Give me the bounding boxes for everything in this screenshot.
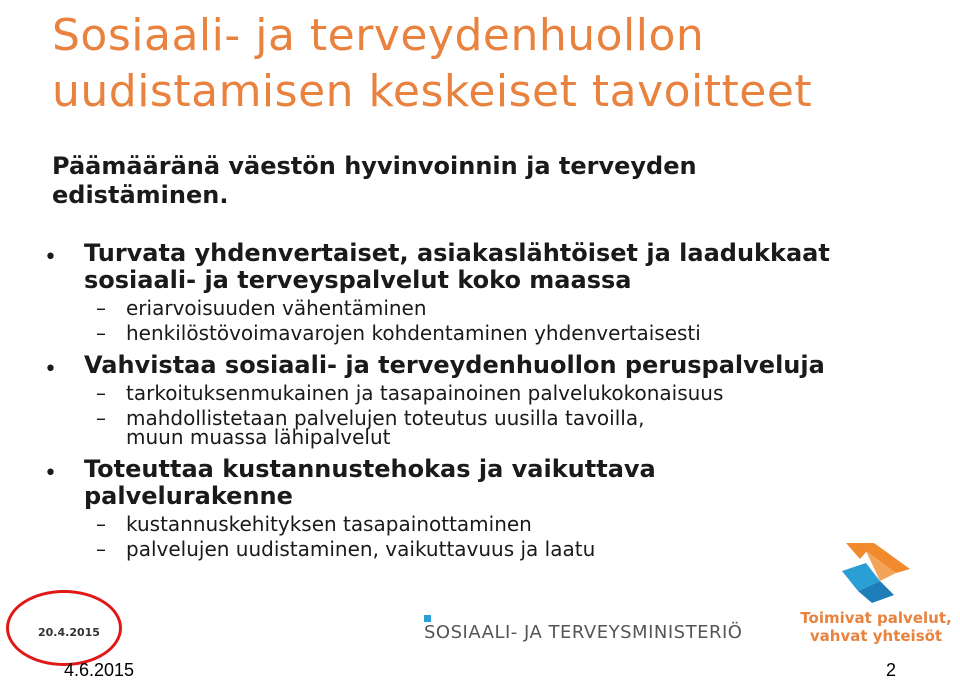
slide-date: 20.4.2015: [38, 626, 100, 639]
sub-list: [44, 381, 944, 450]
sub-list: [44, 512, 944, 562]
sub-item-text: henkilöstövoimavarojen kohdentaminen yhdenvertaisesti: [126, 321, 701, 345]
bullet-icon: •: [44, 245, 57, 270]
goal-heading: [84, 240, 944, 294]
page-number: 2: [886, 660, 897, 680]
bullet-icon: •: [44, 461, 57, 486]
dash-icon: –: [96, 537, 106, 561]
lead-statement: [52, 152, 912, 210]
ministry-logo-square-icon: [424, 615, 431, 622]
sub-item-text: tarkoituksenmukainen ja tasapainoinen palvelukokonaisuus: [126, 381, 724, 405]
dash-icon: –: [96, 381, 106, 405]
sub-item-text: muun muassa lähipalvelut: [126, 425, 391, 449]
sub-item: [44, 537, 944, 562]
sub-item: [44, 512, 944, 537]
sub-item-continuation: [44, 425, 944, 450]
dash-icon: –: [96, 406, 106, 430]
sub-item-text: palvelujen uudistaminen, vaikuttavuus ja laatu: [126, 537, 596, 561]
dash-icon: –: [96, 512, 106, 536]
sub-item-text: kustannuskehityksen tasapainottaminen: [126, 512, 532, 536]
reform-logo-icon: [836, 537, 920, 607]
goal-heading-line: Vahvistaa sosiaali- ja terveydenhuollon peruspalveluja: [84, 351, 825, 379]
sub-item-text: eriarvoisuuden vähentäminen: [126, 296, 427, 320]
slogan: [796, 609, 956, 645]
lead-line-2: edistäminen.: [52, 181, 229, 209]
goal-list: [44, 240, 944, 568]
ministry-name: SOSIAALI- JA TERVEYSMINISTERIÖ: [424, 622, 743, 643]
goal-item-2: [44, 352, 944, 450]
goal-heading: [84, 456, 944, 510]
goal-heading: [84, 352, 944, 379]
goal-item-1: [44, 240, 944, 346]
slogan-line-1: Toimivat palvelut,: [800, 609, 952, 627]
goal-item-3: [44, 456, 944, 562]
dash-icon: –: [96, 321, 106, 345]
goal-heading-line: Turvata yhdenvertaiset, asiakaslähtöiset ja laadukkaat: [84, 239, 830, 267]
slide-title-line-1: Sosiaali- ja terveydenhuollon: [52, 10, 705, 61]
goal-heading-line: sosiaali- ja terveyspalvelut koko maassa: [84, 266, 632, 294]
lead-line-1: Päämääränä väestön hyvinvoinnin ja terveyden: [52, 152, 697, 180]
slogan-line-2: vahvat yhteisöt: [809, 627, 943, 645]
bullet-icon: •: [44, 357, 57, 382]
sub-item: [44, 381, 944, 406]
slide-title-line-2: uudistamisen keskeiset tavoitteet: [52, 66, 813, 117]
dash-icon: –: [96, 296, 106, 320]
sub-item-text: mahdollistetaan palvelujen toteutus uusilla tavoilla,: [126, 406, 645, 430]
sub-list: [44, 296, 944, 346]
slide-title: [52, 8, 932, 120]
goal-heading-line: palvelurakenne: [84, 482, 293, 510]
goal-heading-line: Toteuttaa kustannustehokas ja vaikuttava: [84, 455, 656, 483]
page-date: 4.6.2015: [64, 660, 135, 680]
sub-item: [44, 296, 944, 321]
sub-item: [44, 321, 944, 346]
